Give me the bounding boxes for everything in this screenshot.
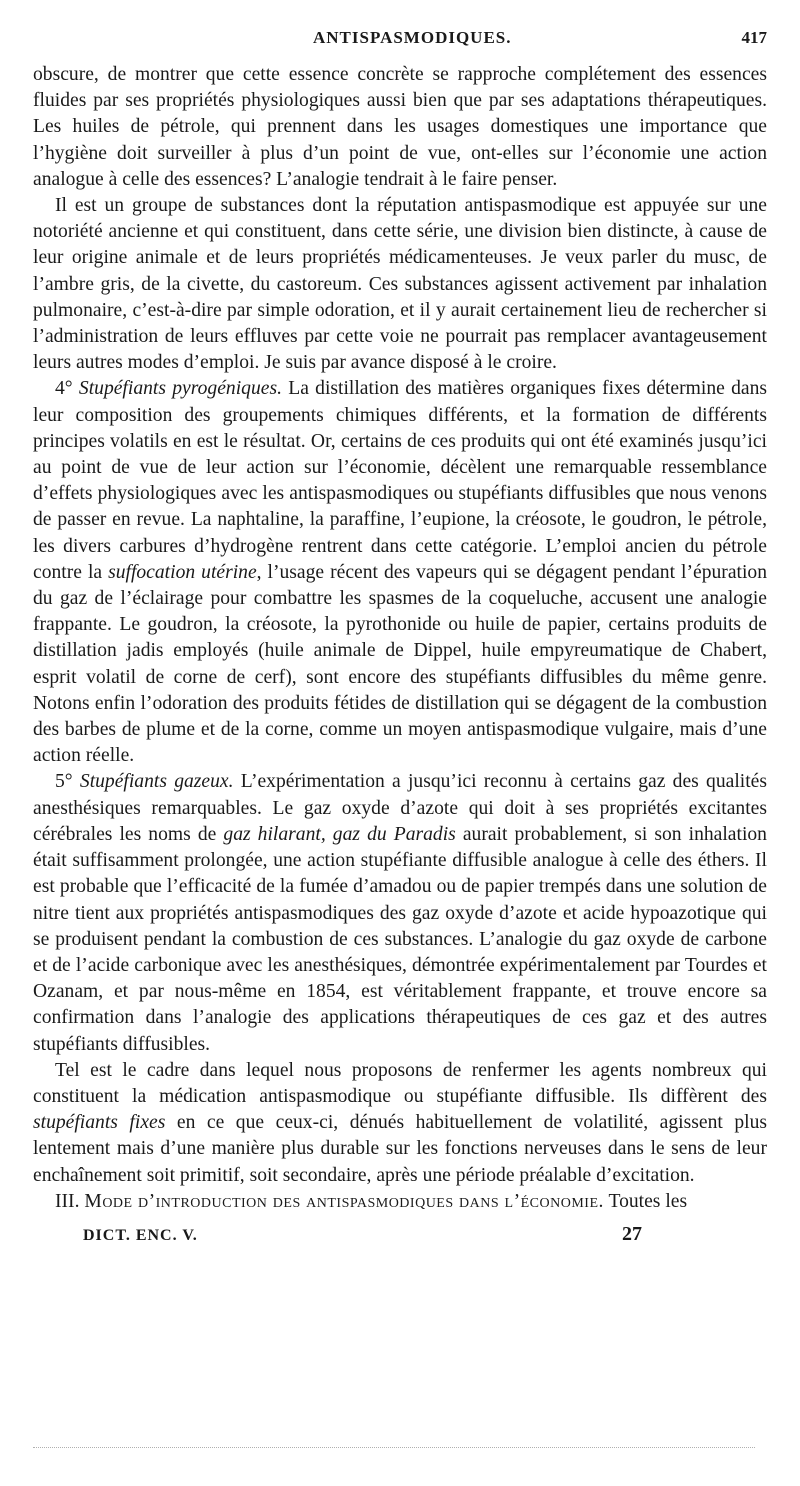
paragraph-5-gazeux	[33, 769, 767, 1057]
book-page	[33, 28, 767, 1246]
section-heading-introduction: Mode d’introduction des antispasmodiques dans l’économie.	[84, 1190, 604, 1212]
bottom-dotted-rule	[33, 1447, 755, 1448]
paragraph-5-text-a: Tel est le cadre dans lequel nous proposons de renfermer les agents nombreux qui constituent la médication antispasmodique ou stupéfiante diffusible. Ils diffèrent des	[33, 1059, 767, 1107]
paragraph-1-text: obscure, de montrer que cette essence concrète se rapproche complétement des essences fluides par ses propriétés physiologiques aussi bien que par ses adaptations thérapeutiques. Les huiles de pétrole, qui prennent dans les usages domestiques une importance que l’hygiène doit surveiller à plus d’un point de vue, ont-elles sur l’économie une action analogue à celle des essences? L’analogie tendrait à le faire penser.	[33, 64, 767, 190]
paragraph-4-pyrogeniques	[33, 376, 767, 769]
paragraph-3-text-a: La distillation des matières organiques fixes détermine dans leur composition des groupements chimiques différents, et la formation de différents principes volatils en est le résultat. Or, certains de ces produits qui ont été examinés jusqu’ici au point de vue de leur action sur l’économie, décèlent une remarquable ressemblance d’effets physiologiques avec les antispasmodiques ou stupéfiants diffusibles que nous venons de passer en revue. La naphtaline, la paraffine, l’eupione, la créosote, le goudron, le pétrole, les divers carbures d’hydrogène rentrent dans cette catégorie. L’emploi ancien du pétrole contre la	[33, 378, 767, 583]
paragraph-1	[33, 62, 767, 193]
page-footer	[33, 1223, 767, 1246]
signature-mark: DICT. ENC. V.	[83, 1226, 198, 1244]
paragraph-summary	[33, 1058, 767, 1189]
paragraph-4-text-a: L’expérimentation a jusqu’ici reconnu à certains gaz des qualités anesthésiques remarquables. Le gaz oxyde d’azote qui doit à ses propriétés excitantes cérébrales les noms de	[33, 771, 767, 845]
paragraph-3-text-b: , l’usage récent des vapeurs qui se dégagent pendant l’épuration du gaz de l’éclairage pour combattre les spasmes de la coqueluche, accusent une analogie frappante. Le goudron, la créosote, la pyrothonide ou huile de papier, certains produits de distillation jadis employés (huile animale de Dippel, huile empyreumatique de Chabert, esprit volatil de corne de cerf), sont encore des stupéfiants diffusibles du même genre. Notons enfin l’odoration des produits fétides de distillation qui se dégagent de la combustion des barbes de plume et de la corne, comme un moyen antispasmodique vulgaire, mais d’une action réelle.	[33, 561, 767, 767]
paragraph-6-text: Toutes les	[603, 1190, 688, 1212]
paragraph-section-iii	[33, 1189, 767, 1215]
section-heading-pyrogeniques: Stupéfiants pyrogéniques.	[78, 378, 282, 400]
page-header	[33, 28, 767, 62]
signature-number: 27	[622, 1222, 642, 1245]
page-number: 417	[741, 28, 767, 47]
paragraph-4-italic-term: gaz hilarant, gaz du Paradis	[223, 823, 456, 845]
paragraph-5-italic-term: stupéfiants fixes	[33, 1112, 166, 1134]
paragraph-5-text-b: en ce que ceux-ci, dénués habituellement de volatilité, agissent plus lentement mais d’une manière plus durable sur les fonctions nerveuses dans le sens de leur enchaînement soit primitif, soit secondaire, après une période préalable d’excitation.	[33, 1112, 767, 1186]
paragraph-2	[33, 193, 767, 376]
paragraph-3-italic-term: suffocation utérine	[108, 561, 257, 583]
paragraph-2-text: Il est un groupe de substances dont la réputation antispasmodique est appuyée sur une notoriété ancienne et qui constituent, dans cette série, une division bien distincte, à cause de leur origine animale et de leurs propriétés médicamenteuses. Je veux parler du musc, de l’ambre gris, de la civette, du castoreum. Ces substances agissent activement par inhalation pulmonaire, c’est-à-dire par simple odoration, et il y aurait certainement lieu de rechercher si l’administration de leurs effluves par cette voie ne pourrait pas remplacer avantageusement leurs autres modes d’emploi. Je suis par avance disposé à le croire.	[33, 195, 767, 374]
section-number-5: 5°	[55, 771, 73, 793]
section-heading-gazeux: Stupéfiants gazeux.	[79, 771, 234, 793]
running-title: ANTISPASMODIQUES.	[312, 28, 512, 47]
paragraph-4-text-b: aurait probablement, si son inhalation était suffisamment prolongée, une action stupéfiante diffusible analogue à celle des éthers. Il est probable que l’efficacité de la fumée d’amadou ou de papier trempés dans une solution de nitre tient aux propriétés antispasmodiques des gaz oxyde d’azote et acide hypoazotique qui se produisent pendant la combustion de ces substances. L’analogie du gaz oxyde de carbone et de l’acide carbonique avec les anesthésiques, démontrée expérimentalement par Tourdes et Ozanam, et par nous-même en 1854, est véritablement frappante, et trouve encore sa confirmation dans l’analogie des applications thérapeutiques de ces gaz et des autres stupéfiants diffusibles.	[33, 823, 767, 1055]
section-number-4: 4°	[55, 378, 73, 400]
section-number-iii: III.	[55, 1190, 80, 1212]
